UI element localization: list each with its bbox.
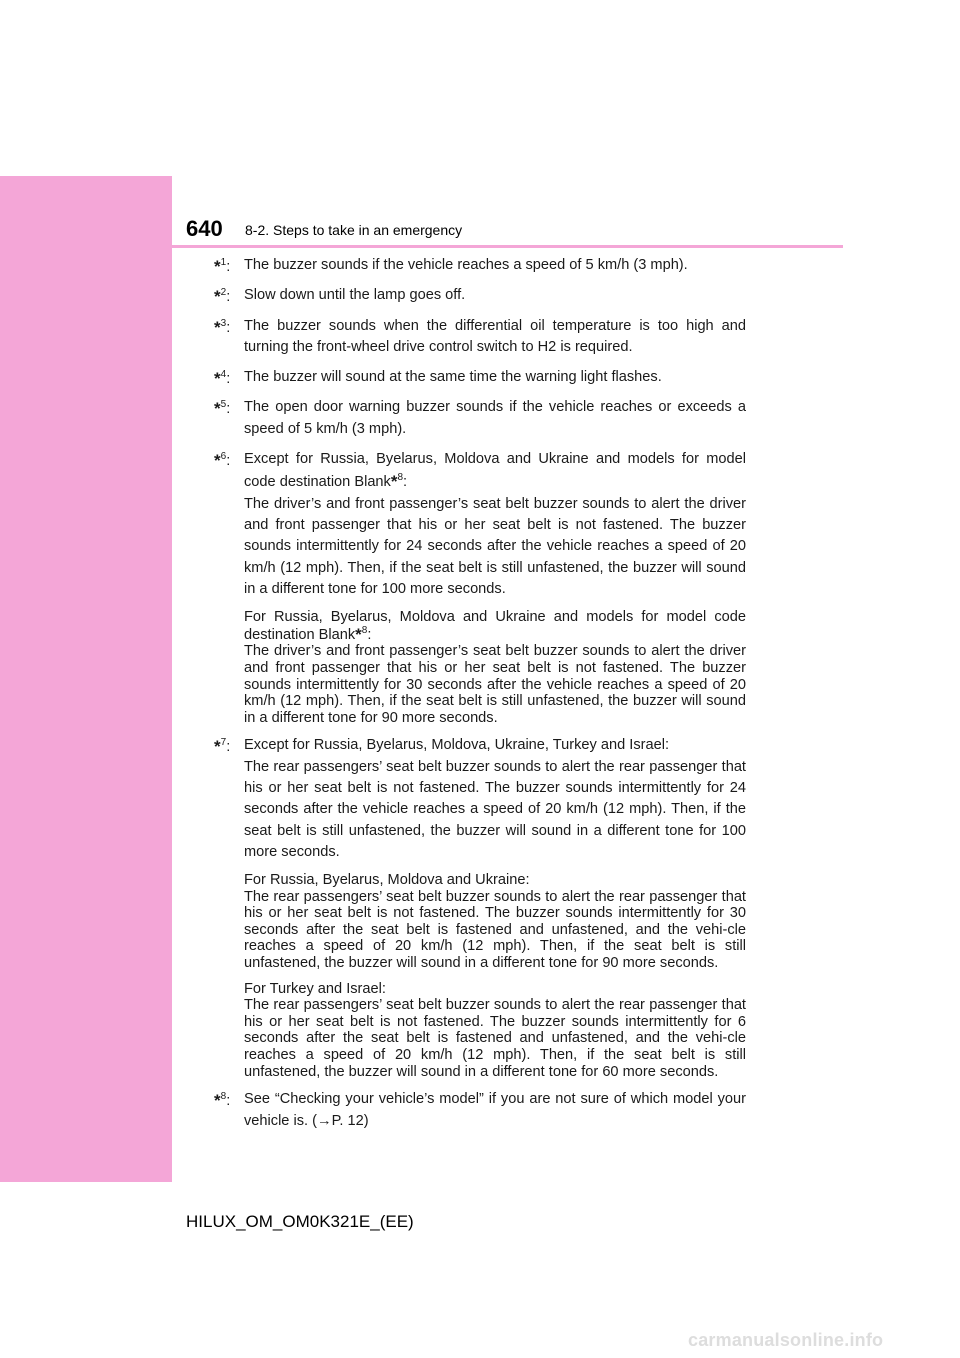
footnote-8 xyxy=(214,1089,746,1132)
footnote-text: The buzzer will sound at the same time the warning light flashes. xyxy=(244,369,662,386)
page-number: 640 xyxy=(186,216,223,241)
footnote-marker: *$^3$: xyxy=(214,317,231,337)
footnote-marker: *$^2$: xyxy=(214,287,231,307)
description-text: The rear passengers’ seat belt buzzer sounds to alert the rear passenger that his or her seat belt is not fastened. The buzzer sounds intermittently for 24 seconds after the vehicle reaches a speed of 20 km/h (12 mph). Then, if the seat belt is still unfastened, the buzzer will sound in a different tone for 100 more seconds. xyxy=(244,758,746,860)
header-rule xyxy=(172,245,843,248)
footnote-marker: *$^1$: xyxy=(214,257,231,276)
section-title: 8-2. Steps to take in an emergency xyxy=(245,222,463,238)
condition-text: For Turkey and Israel: xyxy=(244,980,386,997)
footnote-paragraph xyxy=(244,981,746,1081)
condition-text: For Russia, Byelarus, Moldova and Ukraine: xyxy=(244,872,530,889)
footnote-text: The open door warning buzzer sounds if the vehicle reaches or exceeds a speed of 5 km/h (3 mph). xyxy=(244,399,746,437)
description-text: The driver’s and front passenger’s seat belt buzzer sounds to alert the driver and front passenger that his or her seat belt is not fastened. The buzzer sounds intermittently for 24 seconds after the vehicle reaches a speed of 20 km/h (12 mph). Then, if the seat belt is still unfastened, the buzzer will sound in a different tone for 100 more seconds. xyxy=(244,495,746,597)
condition-text: Except for Russia, Byelarus, Moldova, Ukraine, Turkey and Israel: xyxy=(244,737,670,754)
watermark: carmanualsonline.info xyxy=(688,1330,884,1350)
footnote-1 xyxy=(214,255,746,276)
footnotes xyxy=(214,255,746,1141)
footnote-marker: *$^4$: xyxy=(214,369,231,389)
footnote-4 xyxy=(214,367,746,388)
document-code: HILUX_OM_OM0K321E_(EE) xyxy=(186,1212,414,1231)
description-text: The rear passengers’ seat belt buzzer sounds to alert the rear passenger that his or her seat belt is not fastened. The buzzer sounds intermittently for 6 seconds after the seat belt is fastened and unfastened, and the vehi-cle reaches a speed of 20 km/h (12 mph). Then, if the seat belt is still unfastened, the buzzer will sound in a different tone for 60 more seconds. xyxy=(244,997,746,1080)
footnote-5 xyxy=(214,397,746,440)
condition-text: For Russia, Byelarus, Moldova and Ukraine and models for model code destination Blank xyxy=(244,609,746,643)
footnote-7 xyxy=(214,735,746,1080)
footnote-text: The buzzer sounds if the vehicle reaches a speed of 5 km/h (3 mph). xyxy=(244,257,688,273)
footnote-3 xyxy=(214,316,746,359)
footnote-text: The buzzer sounds when the differential oil temperature is too high and turning the front-wheel drive control switch to H2 is required. xyxy=(244,317,746,355)
footnote-paragraph xyxy=(244,735,746,863)
footnote-6 xyxy=(214,449,746,726)
footnote-text: See “Checking your vehicle’s model” if you are not sure of which model your vehicle is. (→P. 12) xyxy=(244,1091,746,1129)
footnote-paragraph: For Russia, Byelarus, Moldova and Ukraine and models for model code destination Blank*$^8$: The driver’s and front passenger’s seat belt buzzer sounds to alert the driver and front passenger that his or her seat belt is not fastened. The buzzer sounds intermittently for 30 seconds after the vehicle reaches a speed of 20 km/h (12 mph). Then, if the seat belt is still unfastened, the buzzer will sound in a different tone for 90 more seconds. xyxy=(244,609,746,726)
footnote-paragraph xyxy=(244,872,746,972)
footnote-marker: *$^8$: xyxy=(214,1091,231,1111)
footnote-ref: 8 xyxy=(397,472,404,484)
footnote-2 xyxy=(214,285,746,306)
footnote-ref: 8 xyxy=(361,624,368,636)
side-tab-bar xyxy=(0,176,172,1182)
footnote-text: Slow down until the lamp goes off. xyxy=(244,287,466,304)
footnote-marker: *$^5$: xyxy=(214,399,231,419)
description-text: The driver’s and front passenger’s seat belt buzzer sounds to alert the driver and front passenger that his or her seat belt is not fastened. The buzzer sounds intermittently for 30 seconds after the vehicle reaches a speed of 20 km/h (12 mph). Then, if the seat belt is still unfastened, the buzzer will sound in a different tone for 90 more seconds. xyxy=(244,643,746,726)
description-text: The rear passengers’ seat belt buzzer sounds to alert the rear passenger that his or her seat belt is not fastened. The buzzer sounds intermittently for 30 seconds after the seat belt is fastened and unfastened, and the vehi-cle reaches a speed of 20 km/h (12 mph). Then, if the seat belt is still unfastened, the buzzer will sound in a different tone for 90 more seconds. xyxy=(244,888,746,972)
footnote-marker: *$^7$: xyxy=(214,737,231,757)
condition-text: Except for Russia, Byelarus, Moldova and Ukraine and models for model code destination Blank xyxy=(244,451,746,491)
footnote-marker: *$^6$: xyxy=(214,451,231,471)
footnote-paragraph: Except for Russia, Byelarus, Moldova and Ukraine and models for model code destination Blank*$^8$: The driver’s and front passenger’s seat belt buzzer sounds to alert the driver and front passenger that his or her seat belt is not fastened. The buzzer sounds intermittently for 24 seconds after the vehicle reaches a speed of 20 km/h (12 mph). Then, if the seat belt is still unfastened, the buzzer will sound in a different tone for 100 more seconds. xyxy=(244,451,746,597)
